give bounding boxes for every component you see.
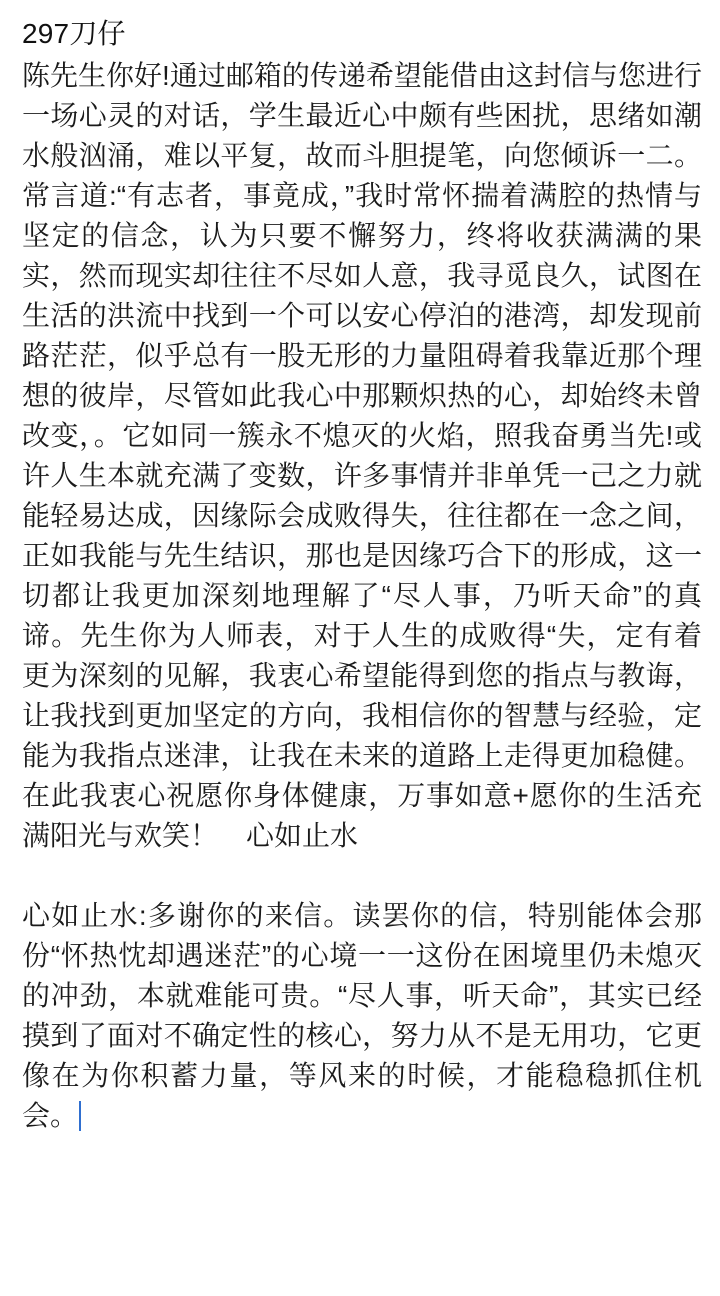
reply-paragraph bbox=[22, 896, 702, 1136]
text-cursor[interactable] bbox=[79, 1101, 81, 1131]
paragraph-spacer bbox=[22, 856, 702, 896]
page-title: 297刀仔 bbox=[22, 18, 126, 49]
reply-body-text: 心如止水:多谢你的来信。读罢你的信，特别能体会那份“怀热忱却遇迷茫”的心境一一这份在困境里仍未熄灭的冲劲，本就难能可贵。“尽人事，听天命”，其实已经摸到了面对不确定性的核心，努力从不是无用功，它更像在为你积蓄力量，等风来的时候，才能稳稳抓住机会。 bbox=[22, 900, 702, 1131]
letter-body-text: 陈先生你好!通过邮箱的传递希望能借由这封信与您进行一场心灵的对话，学生最近心中颇有些困扰，思绪如潮水般汹涌，难以平复，故而斗胆提笔，向您倾诉一二。常言道:“有志者，事竟成，”我时常怀揣着满腔的热情与坚定的信念，认为只要不懈努力，终将收获满满的果实，然而现实却往往不尽如人意，我寻觅良久，试图在生活的洪流中找到一个可以安心停泊的港湾，却发现前路茫茫，似乎总有一股无形的力量阻碍着我靠近那个理想的彼岸，尽管如此我心中那颗炽热的心，却始终未曾改变，。它如同一簇永不熄灭的火焰，照我奋勇当先!或许人生本就充满了变数，许多事情并非单凭一己之力就能轻易达成，因缘际会成败得失，往往都在一念之间，正如我能与先生结识，那也是因缘巧合下的形成，这一切都让我更加深刻地理解了“尽人事，乃听天命”的真谛。先生你为人师表，对于人生的成败得“失，定有着更为深刻的见解，我衷心希望能得到您的指点与教诲，让我找到更加坚定的方向，我相信你的智慧与经验，定能为我指点迷津，让我在未来的道路上走得更加稳健。在此我衷心祝愿你身体健康，万事如意+愿你的生活充满阳光与欢笑！ 心如止水 bbox=[22, 60, 702, 851]
